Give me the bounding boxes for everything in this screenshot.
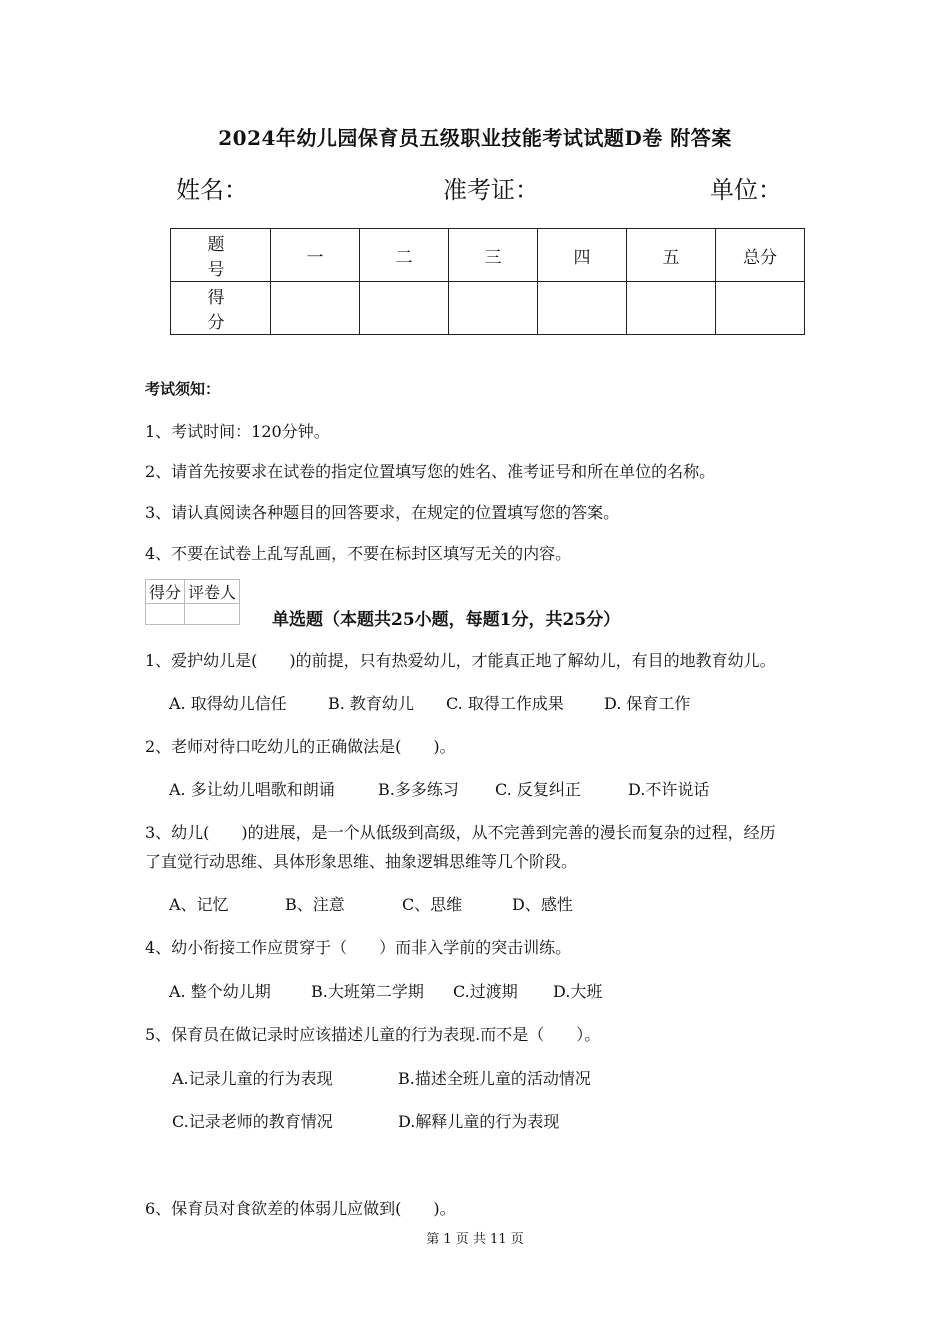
score-table-header-cell: 四 xyxy=(538,229,627,282)
question-stem: 4、幼小衔接工作应贯穿于（ ）而非入学前的突击训练。 xyxy=(145,938,572,957)
question-stem: 1、爱护幼儿是( )的前提，只有热爱幼儿，才能真正地了解幼儿，有目的地教育幼儿。 xyxy=(145,651,776,670)
question-option: C.记录老师的教育情况 xyxy=(172,1112,333,1131)
question-option: B. 教育幼儿 xyxy=(328,694,414,713)
score-cell xyxy=(538,282,627,335)
question-option: C. 反复纠正 xyxy=(495,780,581,799)
question-option: A. 取得幼儿信任 xyxy=(169,694,287,713)
question-option: A. 整个幼儿期 xyxy=(169,982,271,1001)
notice-item: 1、考试时间：120分钟。 xyxy=(145,422,330,441)
grader-reviewer-label: 评卷人 xyxy=(185,580,240,604)
score-table-header-cell: 三 xyxy=(449,229,538,282)
score-cell xyxy=(360,282,449,335)
score-table-header-cell: 题 号 xyxy=(171,229,271,282)
exam-id-label: 准考证： xyxy=(443,176,539,204)
question-option: A. 多让幼儿唱歌和朗诵 xyxy=(169,780,335,799)
question-option: C. 取得工作成果 xyxy=(446,694,564,713)
score-table xyxy=(170,228,805,335)
question-stem: 5、保育员在做记录时应该描述儿童的行为表现.而不是（ ）。 xyxy=(145,1025,601,1044)
score-cell xyxy=(716,282,805,335)
notice-item: 3、请认真阅读各种题目的回答要求，在规定的位置填写您的答案。 xyxy=(145,503,620,522)
score-cell xyxy=(627,282,716,335)
grader-score-label: 得分 xyxy=(146,580,185,604)
question-option: D.不许说话 xyxy=(628,780,710,799)
question-stem: 6、保育员对食欲差的体弱儿应做到( )。 xyxy=(145,1199,456,1218)
notice-item: 4、不要在试卷上乱写乱画，不要在标封区填写无关的内容。 xyxy=(145,544,572,563)
score-cell xyxy=(449,282,538,335)
grader-score-cell xyxy=(146,604,185,625)
score-table-header-cell: 二 xyxy=(360,229,449,282)
question-option: C.过渡期 xyxy=(453,982,518,1001)
unit-label: 单位： xyxy=(710,176,782,204)
question-option: B.大班第二学期 xyxy=(311,982,424,1001)
score-table-score-row xyxy=(171,282,805,335)
question-option: A.记录儿童的行为表现 xyxy=(172,1069,333,1088)
grader-reviewer-cell xyxy=(185,604,240,625)
score-table-header-cell: 五 xyxy=(627,229,716,282)
question-option: C、思维 xyxy=(402,895,463,914)
question-option: D、感性 xyxy=(512,895,573,914)
question-option: B、注意 xyxy=(285,895,345,914)
question-stem-line: 了直觉行动思维、具体形象思维、抽象逻辑思维等几个阶段。 xyxy=(145,852,578,871)
question-option: A、记忆 xyxy=(169,895,229,914)
score-table-header-cell: 总分 xyxy=(716,229,805,282)
name-label: 姓名： xyxy=(176,176,248,204)
score-row-label: 得 分 xyxy=(171,282,271,335)
question-option: B.描述全班儿童的活动情况 xyxy=(398,1069,591,1088)
document-title: 2024年幼儿园保育员五级职业技能考试试题D卷 附答案 xyxy=(218,126,732,150)
score-table-header-cell: 一 xyxy=(271,229,360,282)
section-title: 单选题（本题共25小题，每题1分，共25分） xyxy=(272,610,621,630)
page-footer: 第 1 页 共 11 页 xyxy=(426,1232,524,1247)
question-stem: 2、老师对待口吃幼儿的正确做法是( )。 xyxy=(145,737,456,756)
score-table-header-row xyxy=(171,229,805,282)
grader-table xyxy=(145,579,240,625)
question-option: B.多多练习 xyxy=(378,780,459,799)
notice-item: 2、请首先按要求在试卷的指定位置填写您的姓名、准考证号和所在单位的名称。 xyxy=(145,462,716,481)
question-option: D. 保育工作 xyxy=(604,694,691,713)
score-cell xyxy=(271,282,360,335)
question-option: D.大班 xyxy=(553,982,603,1001)
notice-heading: 考试须知： xyxy=(145,380,221,398)
question-option: D.解释儿童的行为表现 xyxy=(398,1112,560,1131)
question-stem-line: 3、幼儿( )的进展，是一个从低级到高级，从不完善到完善的漫长而复杂的过程，经历 xyxy=(145,823,776,842)
